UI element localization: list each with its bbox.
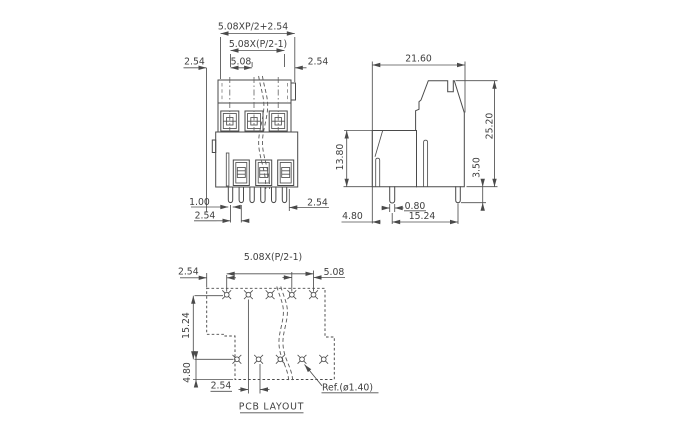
dim-total-height: 25.20 xyxy=(484,112,496,140)
pcb-hole xyxy=(287,290,296,299)
pcb-hole xyxy=(309,290,318,299)
dim-pin-thickness: 0.80 xyxy=(404,200,426,212)
pcb-hole xyxy=(233,355,242,364)
dim-stagger: 2.54 xyxy=(210,380,232,392)
dim-pole-pitch: 5.08 xyxy=(230,56,252,68)
front-view-dimensions xyxy=(184,22,330,223)
pcb-holes-top-row xyxy=(222,290,318,299)
pcb-layout-caption: PCB LAYOUT xyxy=(238,401,305,413)
pcb-outline xyxy=(207,288,335,379)
dim-edge-offset: 2.54 xyxy=(177,266,199,278)
break-line-pcb xyxy=(277,287,293,382)
pcb-hole xyxy=(319,355,328,364)
hole-reference-label: Ref.(ø1.40) xyxy=(322,382,373,394)
pcb-layout xyxy=(178,252,379,413)
pcb-hole xyxy=(244,290,253,299)
pcb-hole xyxy=(222,290,231,299)
pcb-hole xyxy=(298,355,307,364)
dim-right-margin: 2.54 xyxy=(307,56,329,68)
dim-pole-span: 5.08X(P/2-1) xyxy=(228,39,288,50)
dim-left-margin: 2.54 xyxy=(184,56,205,68)
dim-front-to-pin: 4.80 xyxy=(342,211,363,222)
dim-row-pitch: 15.24 xyxy=(408,211,436,222)
side-view xyxy=(335,54,498,225)
pcb-dimensions xyxy=(178,252,379,394)
front-view-centerlines xyxy=(222,77,288,132)
pcb-holes-bottom-row xyxy=(233,355,329,364)
pcb-hole xyxy=(266,290,275,299)
dim-pin-width: 1.00 xyxy=(189,197,210,208)
front-view-pins xyxy=(228,187,286,203)
front-view xyxy=(184,22,330,223)
front-view-clamps xyxy=(233,160,293,186)
dim-row-pitch-pcb: 15.24 xyxy=(181,312,192,339)
dim-overall-width: 5.08XP/2+2.54 xyxy=(217,21,289,33)
dim-pin-protrusion: 3.50 xyxy=(471,157,483,178)
dim-depth: 21.60 xyxy=(405,53,432,65)
dim-right-pin-margin: 2.54 xyxy=(307,197,328,209)
dim-hole-span: 5.08X(P/2-1) xyxy=(243,252,303,263)
dim-bottom-offset: 4.80 xyxy=(181,362,193,383)
dim-hole-pitch: 5.08 xyxy=(323,267,345,278)
pcb-hole xyxy=(276,355,285,364)
side-view-outline xyxy=(372,81,464,187)
dim-pin-pitch: 2.54 xyxy=(194,210,216,222)
pcb-hole xyxy=(254,355,263,364)
dim-body-height: 13.80 xyxy=(335,143,346,171)
